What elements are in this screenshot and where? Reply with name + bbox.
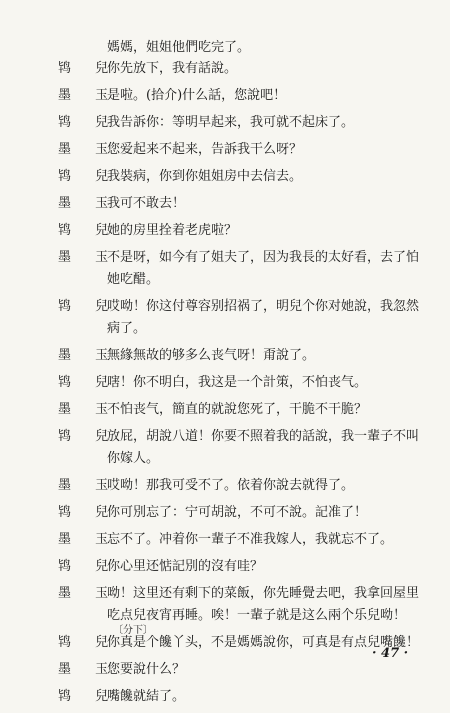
dialogue-text: 您爱起来不起来，告訴我干么呀？	[107, 142, 303, 157]
dialogue-row	[0, 426, 450, 470]
dialogue-text: 放屁，胡說八道！你要不照着我的話說，我一輩子不叫你嫁人。	[107, 429, 420, 466]
dialogue-row	[0, 345, 450, 367]
dialogue-row	[0, 296, 450, 340]
dialogue-row	[0, 583, 450, 627]
dialogue-row	[0, 193, 450, 215]
dialogue-row	[0, 372, 450, 394]
speaker-name: 鸨 兒	[58, 61, 119, 76]
speaker-name: 鸨 兒	[58, 169, 119, 184]
dialogue-text: 你可別忘了：宁可胡說，不可不說。記准了！	[107, 505, 368, 520]
dialogue-text: 你心里还惦記別的沒有哇？	[107, 559, 264, 574]
page-number: · 47 ·	[372, 646, 409, 661]
dialogue-row	[0, 139, 450, 161]
dialogue-row	[0, 502, 450, 524]
dialogue-row	[0, 220, 450, 242]
dialogue-text: 嘴饞就結了。	[107, 689, 186, 704]
dialogue-text: 哎呦！你这付尊容别招祸了，明兒个你对她說，我忽然病了。	[107, 299, 420, 336]
dialogue-row	[0, 686, 450, 708]
speaker-name: 墨 玉	[58, 532, 119, 547]
speaker-name: 墨 玉	[58, 662, 119, 677]
dialogue-row	[0, 529, 450, 551]
dialogue-text: 我可不敢去！	[107, 196, 186, 211]
dialogue-row	[0, 556, 450, 578]
speaker-name: 鸨 兒	[58, 299, 119, 314]
dialogue-text: 呦！这里还有剩下的菜飯，你先睡覺去吧，我拿回屋里吃点兒夜宵再睡。唉！一輩子就是这么兩个乐兒呦！	[107, 586, 420, 623]
dialogue-row	[0, 399, 450, 421]
dialogue-row	[0, 58, 450, 80]
dialogue-text: 不是呀，如今有了姐夫了，因为我長的太好看，去了怕她吃醋。	[107, 250, 420, 287]
speaker-name: 墨 玉	[58, 142, 119, 157]
speaker-name: 墨 玉	[58, 196, 119, 211]
speaker-name: 墨 玉	[58, 88, 119, 103]
speaker-name: 鸨 兒	[58, 689, 119, 704]
dialogue-text: 我告訴你：等明早起来，我可就不起床了。	[107, 115, 355, 130]
dialogue-text: 無緣無故的够多么丧气呀！甭說了。	[107, 348, 316, 363]
dialogue-row	[0, 247, 450, 291]
dialogue-list	[0, 58, 450, 713]
dialogue-row	[0, 85, 450, 107]
dialogue-text: 是啦。(拾介)什么話，您說吧！	[107, 88, 287, 103]
speaker-name: 鸨 兒	[58, 429, 119, 444]
speaker-name: 鸨 兒	[58, 115, 119, 130]
dialogue-row	[0, 659, 450, 681]
speaker-name: 墨 玉	[58, 586, 119, 601]
dialogue-row	[0, 166, 450, 188]
dialogue-text: 她的房里拴着老虎啦？	[107, 223, 238, 238]
speaker-name: 墨 玉	[58, 478, 119, 493]
speaker-name: 鸨 兒	[58, 375, 119, 390]
speaker-name: 鸨 兒	[58, 505, 119, 520]
dialogue-text: 嗐！你不明白，我这是一个計策，不怕丧气。	[107, 375, 368, 390]
speaker-name: 鸨 兒	[58, 223, 119, 238]
dialogue-row	[0, 475, 450, 497]
dialogue-text: 我裝病，你到你姐姐房中去信去。	[107, 169, 303, 184]
dialogue-text: 你真是个饞丫头，不是媽媽說你，可真是有点兒嘴饞！	[107, 635, 420, 650]
dialogue-text: 哎呦！那我可受不了。依着你說去就得了。	[107, 478, 355, 493]
dialogue-text: 你先放下，我有話說。	[107, 61, 238, 76]
dialogue-text: 不怕丧气，簡直的就說您死了，干脆不干脆？	[107, 402, 368, 417]
speaker-name: 墨 玉	[58, 250, 119, 265]
speaker-name: 鸨 兒	[58, 559, 119, 574]
stage-direction: 〔分下〕	[113, 625, 153, 636]
dialogue-row	[0, 112, 450, 134]
speaker-name: 鸨 兒	[58, 635, 119, 650]
speaker-name: 墨 玉	[58, 348, 119, 363]
opening-line: 媽媽，姐姐他們吃完了。	[107, 40, 251, 55]
dialogue-text: 忘不了。冲着你一輩子不准我嫁人，我就忘不了。	[107, 532, 394, 547]
speaker-name: 墨 玉	[58, 402, 119, 417]
dialogue-text: 您要說什么？	[107, 662, 186, 677]
